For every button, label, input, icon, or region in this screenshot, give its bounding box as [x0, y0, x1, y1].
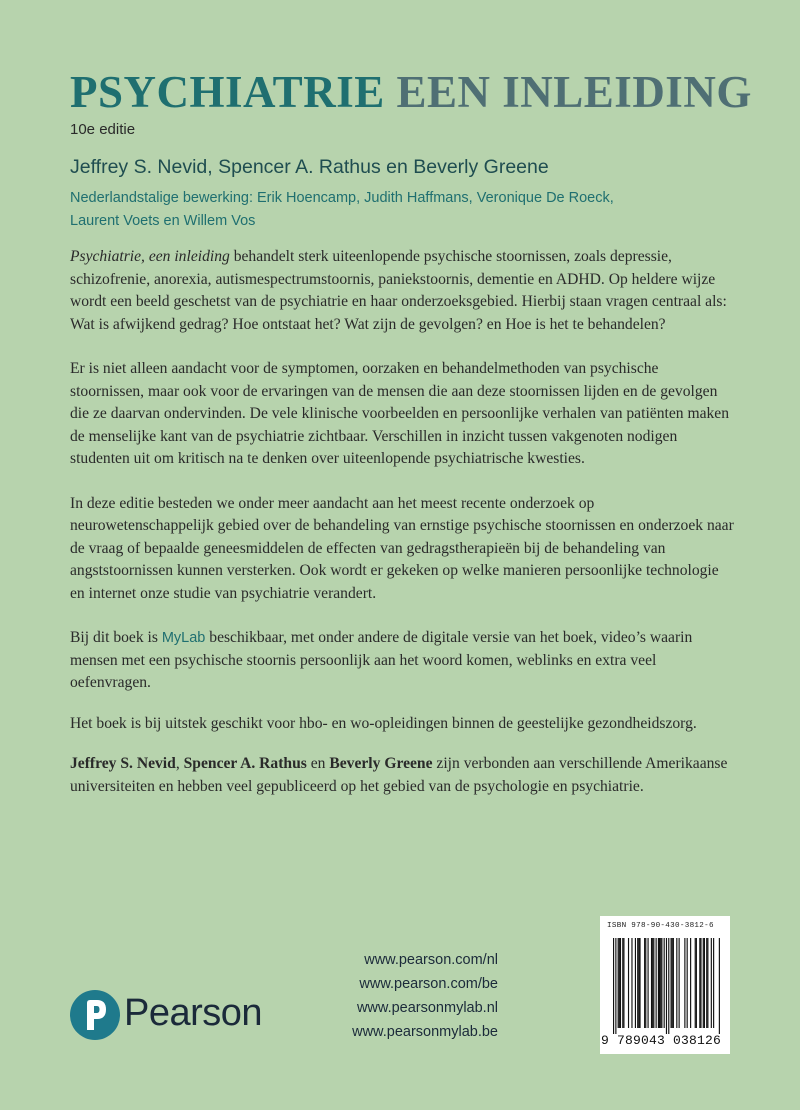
- barcode-bar: [679, 938, 680, 1028]
- barcode-bar: [628, 938, 629, 1028]
- barcode-digits: 9 789043 038126: [601, 1033, 722, 1048]
- barcode-bar: [690, 938, 691, 1028]
- barcode-bar: [703, 938, 704, 1028]
- barcode-bar: [704, 938, 705, 1028]
- barcode-bar: [639, 938, 640, 1028]
- barcode-bar: [653, 938, 654, 1028]
- title-part-2: EEN INLEIDING: [396, 67, 752, 117]
- author-3: Beverly Greene: [329, 755, 433, 772]
- barcode-bar: [635, 938, 636, 1028]
- url-pearson-nl[interactable]: www.pearson.com/nl: [364, 952, 498, 968]
- isbn-label: ISBN 978-90-430-3812-6: [607, 922, 714, 930]
- paragraph-authors: [70, 753, 736, 798]
- title-part-1: PSYCHIATRIE: [70, 67, 385, 117]
- barcode-bar: [700, 938, 701, 1028]
- barcode-bar: [706, 938, 707, 1028]
- barcode-bar: [622, 938, 623, 1028]
- book-title-italic: Psychiatrie, een inleiding: [70, 248, 230, 265]
- author-sep-2: en: [306, 755, 330, 772]
- author-1: Jeffrey S. Nevid: [70, 755, 176, 772]
- barcode-bar: [713, 938, 714, 1028]
- url-mylab-be[interactable]: www.pearsonmylab.be: [352, 1024, 498, 1040]
- barcode-bar: [659, 938, 660, 1028]
- publisher-name: Pearson: [124, 992, 263, 1034]
- barcode-bar: [619, 938, 620, 1028]
- paragraph-focus: Er is niet alleen aandacht voor de symptomen, oorzaken en behandelmethoden van psychische stoornissen, maar ook voor de ervaringen van de mensen die aan deze stoornissen lijden en de gevolgen die ze daarvan ondervinden. De vele klinische voorbeelden en persoonlijke verhalen van patiënten maken de menselijke kant van de psychiatrie zichtbaar. Verschillen in inzicht tussen vakgenoten nodigen studenten uit om kritisch na te denken over uiteenlopende psychiatrische kwesties.: [70, 360, 730, 467]
- url-pearson-be[interactable]: www.pearson.com/be: [359, 976, 498, 992]
- adaptation-line-2: Laurent Voets en Willem Vos: [70, 213, 256, 229]
- mylab-link: MyLab: [161, 630, 206, 646]
- barcode-bar: [656, 938, 657, 1028]
- barcode-bar: [613, 938, 614, 1034]
- barcode-bar: [660, 938, 661, 1028]
- barcode-bar: [615, 938, 616, 1034]
- paragraph-audience: Het boek is bij uitstek geschikt voor hbo- en wo-opleidingen binnen de geestelijke gezondheidszorg.: [70, 714, 697, 732]
- author-sep-1: ,: [175, 755, 184, 772]
- barcode-bar: [664, 938, 665, 1028]
- barcode-bar: [687, 938, 688, 1028]
- barcode-bar: [661, 938, 662, 1028]
- author-bio: zijn verbonden aan verschillende Amerikaanse universiteiten en hebben veel gepubliceerd op het gebied van de psychologie en psychiatrie.: [70, 755, 728, 795]
- book-title: [70, 66, 752, 118]
- barcode-bar: [651, 938, 652, 1028]
- edition-label: 10e editie: [70, 121, 136, 138]
- mylab-pre: Bij dit boek is: [70, 629, 162, 646]
- pearson-logo-icon: [70, 990, 120, 1040]
- barcode-bar: [658, 938, 659, 1028]
- barcode-bar: [644, 938, 645, 1028]
- barcode-bar: [618, 938, 619, 1028]
- barcode-bar: [638, 938, 639, 1028]
- barcode-bar: [666, 938, 667, 1034]
- barcode-bars: [610, 938, 720, 1034]
- authors-line: Jeffrey S. Nevid, Spencer A. Rathus en Beverly Greene: [70, 156, 549, 178]
- barcode-bar: [695, 938, 696, 1028]
- barcode-bar: [684, 938, 685, 1028]
- barcode-bar: [676, 938, 677, 1028]
- paragraph-mylab: [70, 627, 736, 695]
- paragraph-intro-text: behandelt sterk uiteenlopende psychische stoornissen, zoals depressie, schizofrenie, anorexia, autismespectrumstoornis, paniekstoornis, dementie en ADHD. Op heldere wijze wordt een beeld geschetst van de psychiatrie en haar onderzoeksgebied. Hierbij staan vragen centraal als: Wat is afwijkend gedrag? Hoe ontstaat het? Wat zijn de gevolgen? en Hoe is het te behandelen?: [70, 248, 727, 333]
- barcode-bar: [631, 938, 632, 1028]
- mylab-post: beschikbaar, met onder andere de digitale versie van het boek, video’s waarin mensen met een psychische stoornis persoonlijk aan het woord komen, weblinks en extra veel oefenvragen.: [70, 629, 693, 691]
- barcode-bar: [711, 938, 712, 1028]
- adaptation-line-1: Nederlandstalige bewerking: Erik Hoencamp, Judith Haffmans, Veronique De Roeck,: [70, 190, 614, 206]
- barcode-bar: [623, 938, 624, 1028]
- paragraph-edition: In deze editie besteden we onder meer aandacht aan het meest recente onderzoek op neurowetenschappelijk gebied over de behandeling van ernstige psychische stoornissen en onderzoek naar de vraag of bepaalde geneesmiddelen de effecten van gedragstherapieën bij de behandeling van angststoornissen kunnen versterken. Ook wordt er gekeken op welke manieren persoonlijke technologie en internet onze studie van psychiatrie verandert.: [70, 494, 734, 602]
- barcode-bar: [652, 938, 653, 1028]
- barcode-bar: [637, 938, 638, 1028]
- barcode-bar: [673, 938, 674, 1028]
- barcode-bar: [699, 938, 700, 1028]
- adaptation-credits: [70, 187, 710, 233]
- blurb: [70, 246, 736, 820]
- barcode-bar: [668, 938, 669, 1034]
- barcode-bar: [719, 938, 720, 1034]
- barcode-bar: [671, 938, 672, 1028]
- author-2: Spencer A. Rathus: [183, 755, 307, 772]
- barcode-bar: [620, 938, 621, 1028]
- publisher-urls: [330, 948, 498, 1044]
- barcode-bar: [648, 938, 649, 1028]
- url-mylab-nl[interactable]: www.pearsonmylab.nl: [356, 1000, 498, 1016]
- barcode-bar: [672, 938, 673, 1028]
- barcode-bar: [696, 938, 697, 1028]
- paragraph-intro: [70, 246, 736, 336]
- barcode-bar: [707, 938, 708, 1028]
- barcode-bar: [645, 938, 646, 1028]
